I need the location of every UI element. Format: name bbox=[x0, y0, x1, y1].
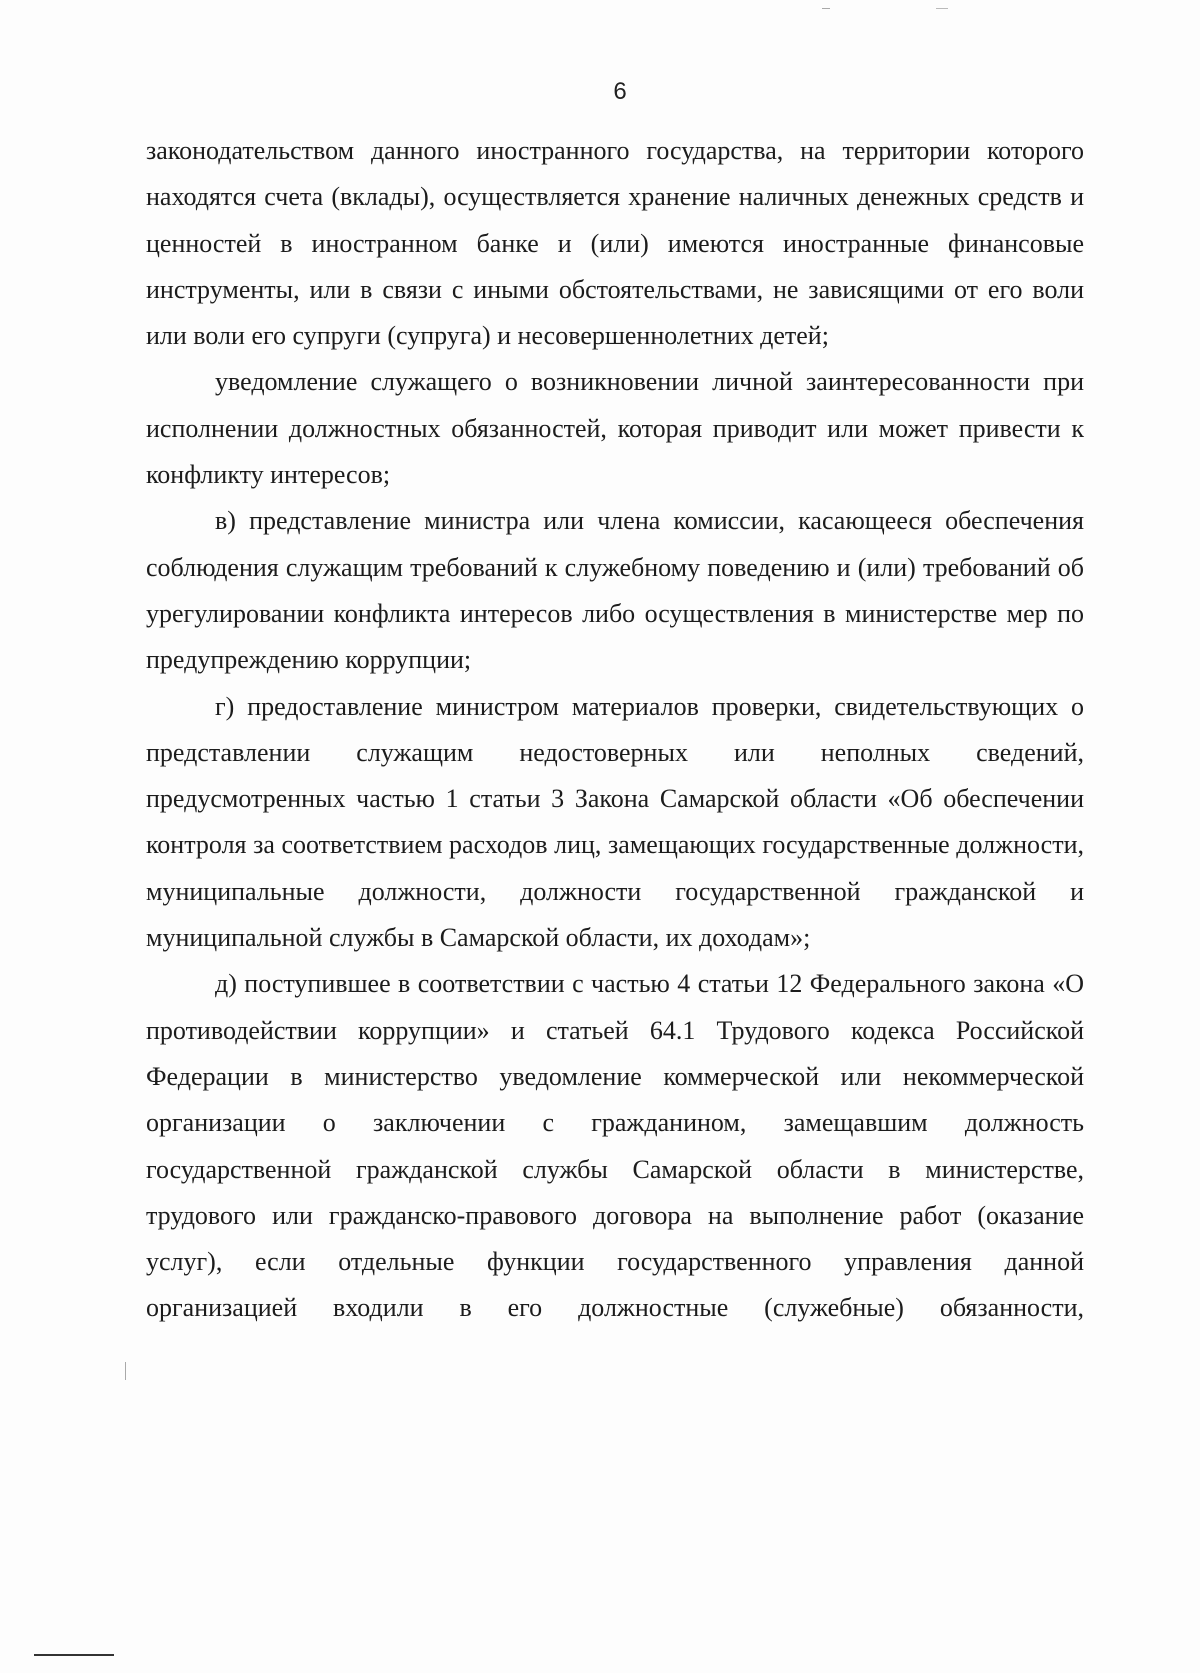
document-body bbox=[146, 128, 1084, 1332]
scan-artifact bbox=[34, 1654, 114, 1656]
paragraph-continuation: законодательством данного иностранного государства, на территории которого находятся счета (вклады), осуществляется хранение наличных денежных средств и ценностей в иностранном банке и (или) имеются иностранные финансовые инструменты, или в связи с иными обстоятельствами, не зависящими от его воли или воли его супруги (супруга) и несовершеннолетних детей; bbox=[146, 136, 1084, 351]
paragraph-notification: уведомление служащего о возникновении личной заинтересованности при исполнении должностных обязанностей, которая приводит или может привести к конфликту интересов; bbox=[146, 367, 1084, 490]
paragraph-item-g: г) предоставление министром материалов проверки, свидетельствующих о представлении служащим недостоверных или неполных сведений, предусмотренных частью 1 статьи 3 Закона Самарской области «Об обеспечении контроля за соответствием расходов лиц, замещающих государственные должности, муниципальные должности, должности государственной гражданской и муниципальной службы в Самарской области, их доходам»; bbox=[146, 691, 1084, 953]
paragraph-item-v: в) представление министра или члена комиссии, касающееся обеспечения соблюдения служащим требований к служебному поведению и (или) требований об урегулировании конфликта интересов либо осуществления в министерстве мер по предупреждению коррупции; bbox=[146, 506, 1084, 675]
paragraph-item-d: д) поступившее в соответствии с частью 4 статьи 12 Федерального закона «О противодействии коррупции» и статьей 64.1 Трудового кодекса Российской Федерации в министерство уведомление коммерческой или некоммерческой организации о заключении с гражданином, замещавшим должность государственной гражданской службы Самарской области в министерстве, трудового или гражданско-правового договора на выполнение работ (оказание услуг), если отдельные функции государственного управления данной организацией входили в его должностные (служебные) обязанности, bbox=[146, 969, 1084, 1323]
scan-artifact bbox=[822, 8, 830, 9]
page-number: 6 bbox=[613, 78, 627, 105]
scan-artifact bbox=[125, 1362, 126, 1380]
scan-artifact bbox=[936, 8, 948, 9]
